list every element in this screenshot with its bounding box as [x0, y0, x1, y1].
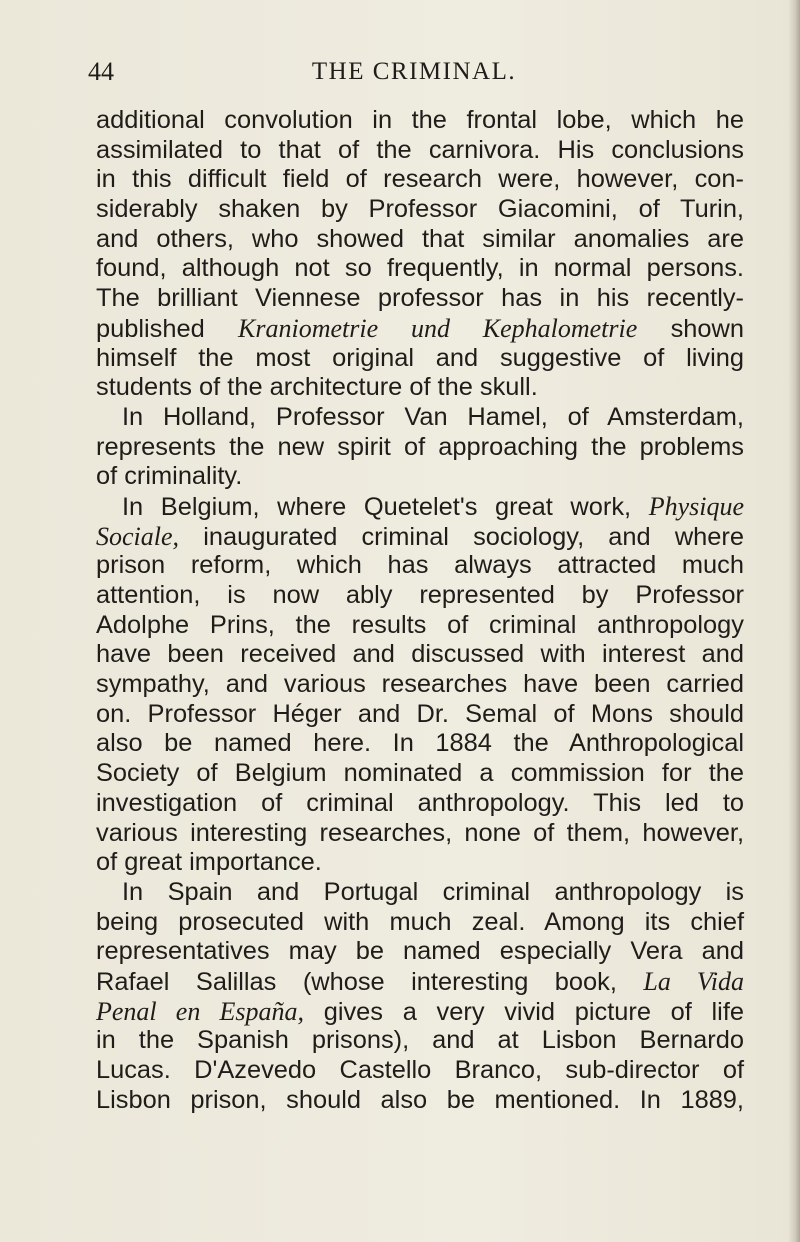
text-segment: have been received and discussed with interest and [96, 640, 744, 669]
text-line [96, 254, 744, 284]
text-segment: Lisbon prison, should also be mentioned. In 1889, [96, 1085, 744, 1114]
text-line [96, 1026, 744, 1056]
text-segment: attention, is now ably represented by Professor [96, 581, 744, 609]
text-segment: Rafael Salillas (whose interesting book, [96, 967, 644, 996]
text-line [96, 522, 744, 552]
text-segment: gives a very vivid picture of life [304, 997, 744, 1026]
text-line [96, 1056, 744, 1086]
text-line [96, 878, 744, 908]
text-segment: in the Spanish prisons), and at Lisbon Bernardo [96, 1026, 744, 1055]
text-segment: found, although not so frequently, in normal persons. [96, 254, 744, 283]
text-line [96, 967, 744, 997]
page-number: 44 [88, 57, 114, 86]
text-line [96, 819, 744, 849]
text-line [96, 848, 744, 878]
text-line [96, 908, 744, 938]
page-header [88, 56, 740, 88]
page-edge-shadow [788, 0, 800, 1242]
text-segment: students of the architecture of the skull. [96, 373, 538, 402]
text-line [96, 344, 744, 374]
text-segment: of great importance. [96, 848, 322, 877]
body-text [96, 106, 744, 1115]
text-segment: Lucas. D'Azevedo Castello Branco, sub-director of [96, 1056, 744, 1084]
text-segment: additional convolution in the frontal lobe, which he [96, 106, 744, 134]
text-segment: being prosecuted with much zeal. Among its chief [96, 907, 744, 936]
text-segment: also be named here. In 1884 the Anthropological [96, 729, 744, 758]
text-line [96, 997, 744, 1027]
text-segment: siderably shaken by Professor Giacomini, of Turin, [96, 195, 744, 224]
text-line [96, 640, 744, 670]
text-segment: Adolphe Prins, the results of criminal anthropology [96, 610, 744, 639]
text-line [96, 403, 744, 433]
text-segment: and others, who showed that similar anomalies are [96, 224, 744, 253]
text-line [96, 462, 744, 492]
text-line [96, 759, 744, 789]
text-segment: assimilated to that of the carnivora. His conclusions [96, 135, 744, 164]
text-line [96, 1086, 744, 1116]
text-line [96, 789, 744, 819]
running-head: THE CRIMINAL. [311, 58, 517, 85]
text-line [96, 937, 744, 967]
text-line [96, 492, 744, 522]
text-line [96, 225, 744, 255]
text-segment: In Spain and Portugal criminal anthropology is [122, 877, 744, 906]
text-segment: published [96, 314, 239, 343]
text-segment: In Belgium, where Quetelet's great work, [122, 492, 649, 521]
text-line [96, 551, 744, 581]
text-segment: representatives may be named especially Vera and [96, 937, 744, 966]
text-line [96, 136, 744, 166]
text-line [96, 581, 744, 611]
text-line [96, 284, 744, 314]
text-segment: prison reform, which has always attracted much [96, 551, 744, 580]
text-segment: inaugurated criminal sociology, and where [179, 522, 744, 551]
text-line [96, 700, 744, 730]
text-line [96, 106, 744, 136]
text-line [96, 165, 744, 195]
italic-title: Kraniometrie und Kephalometrie [238, 313, 638, 343]
text-segment: In Holland, Professor Van Hamel, of Amsterdam, [122, 402, 744, 431]
text-segment: on. Professor Héger and Dr. Semal of Mons should [96, 699, 744, 728]
text-segment: Society of Belgium nominated a commission for the [96, 759, 744, 788]
italic-title: Physique [648, 491, 744, 521]
italic-title: La Vida [643, 966, 744, 996]
italic-title: Sociale, [96, 521, 180, 551]
text-segment: shown [637, 314, 744, 343]
text-line [96, 611, 744, 641]
text-segment: sympathy, and various researches have been carried [96, 670, 744, 699]
text-line [96, 433, 744, 463]
text-line [96, 670, 744, 700]
italic-title: Penal en España, [96, 996, 305, 1026]
text-segment: various interesting researches, none of them, however, [96, 818, 744, 847]
text-segment: in this difficult field of research were, however, con- [96, 165, 744, 194]
text-segment: The brilliant Viennese professor has in his recently- [96, 284, 744, 313]
text-line [96, 729, 744, 759]
text-line [96, 195, 744, 225]
text-segment: investigation of criminal anthropology. This led to [96, 788, 744, 817]
text-line [96, 373, 744, 403]
text-segment: of criminality. [96, 462, 243, 491]
text-line [96, 314, 744, 344]
text-segment: himself the most original and suggestive of living [96, 343, 744, 372]
text-segment: represents the new spirit of approaching the problems [96, 432, 744, 461]
